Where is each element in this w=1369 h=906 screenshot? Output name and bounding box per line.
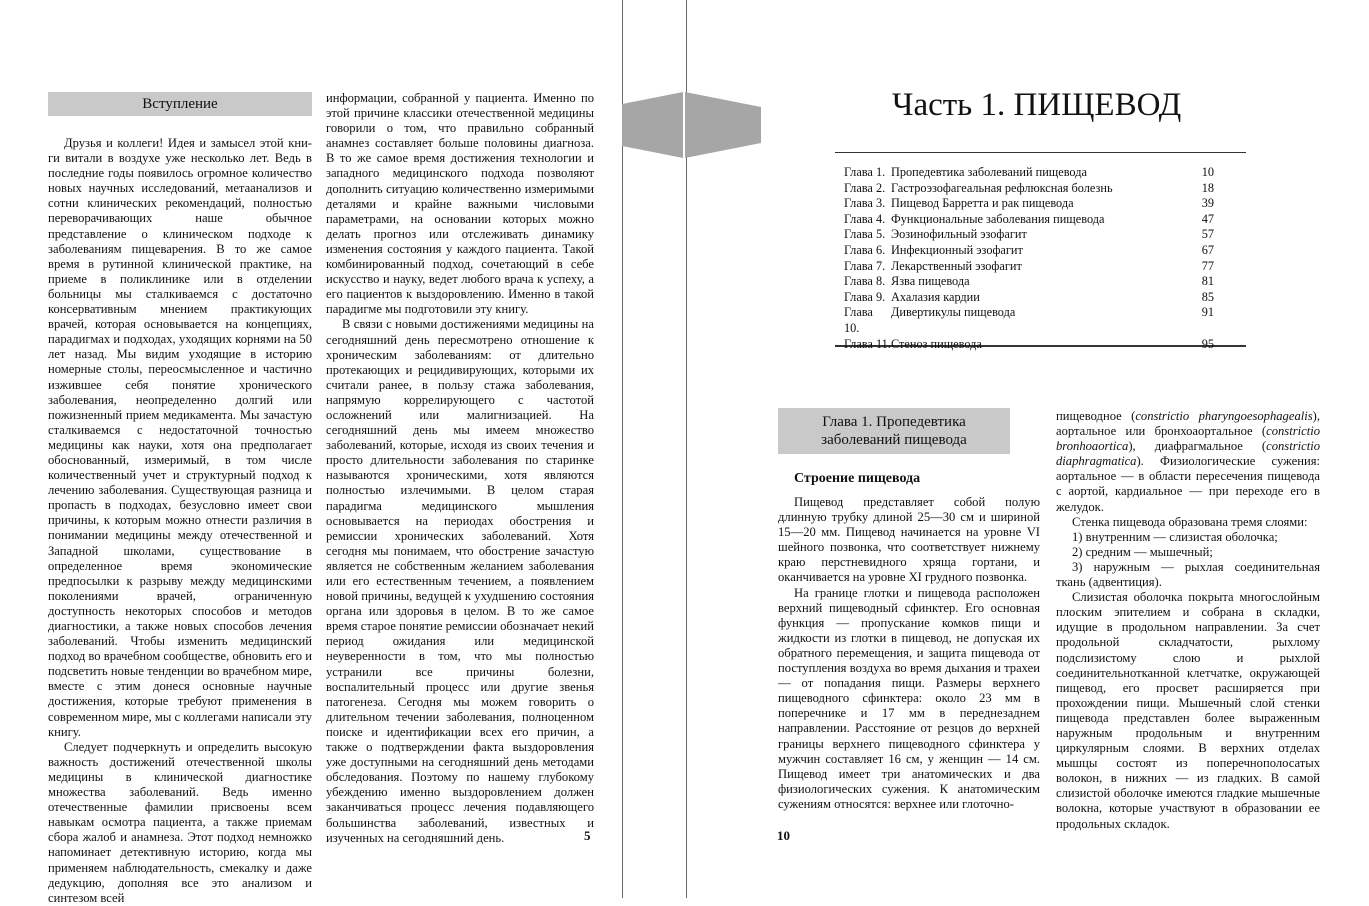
- latin-term: constrictio diaphragmatica: [1056, 439, 1320, 469]
- toc-page-number: 18: [1201, 180, 1214, 195]
- table-of-contents-box: [835, 152, 1246, 351]
- toc-page-number: 81: [1201, 274, 1214, 289]
- toc-page-number: 77: [1201, 258, 1214, 273]
- toc-chapter-number: Глава 3.: [844, 196, 886, 211]
- chapter-heading: [778, 408, 1010, 454]
- toc-page-number: 39: [1201, 196, 1214, 211]
- toc-chapter-number: Глава 10.: [844, 305, 873, 335]
- section-heading-text: Вступление: [142, 96, 218, 112]
- chapter-heading-line-1: Глава 1. Пропедевтика: [822, 414, 966, 430]
- toc-chapter-number: Глава 7.: [844, 258, 886, 273]
- subheading: Строение пищевода: [794, 471, 921, 486]
- toc-chapter-title: Пропедевтика заболеваний пищевода: [891, 165, 1087, 179]
- toc-chapter-title: Эозинофильный эзофагит: [891, 227, 1027, 242]
- toc-chapter-number: Глава 11.: [844, 336, 891, 351]
- toc-row: [844, 196, 1214, 212]
- toc-row: [844, 181, 1214, 197]
- toc-chapter-title: Функциональные заболевания пищевода: [891, 211, 1105, 226]
- paragraph: Стенка пищевода образована тремя слоями:: [1072, 514, 1308, 529]
- list-item: 2) средним — мышечный;: [1072, 544, 1213, 559]
- toc-chapter-title: Лекарственный эзофагит: [891, 258, 1022, 273]
- right-page: [686, 0, 1369, 898]
- toc-chapter-title: Гастроэзофагеальная рефлюксная болезнь: [891, 180, 1113, 195]
- list-item: 1) внутренним — слизистая оболочка;: [1072, 529, 1278, 544]
- toc-row: [844, 212, 1214, 228]
- paragraph: [1056, 409, 1320, 515]
- right-page-column-2: [1056, 409, 1320, 832]
- toc-row: [844, 227, 1214, 243]
- paragraph: На границе глотки и пищевода расположен верхний пищеводный сфинктер. Его основная функция — пропускание комков пищи и жидкости из глотки в пищевод, не допуская их обратного перемещения, и защита пищевода от поступления воздуха во время дыхания и трахеи — от попадания пищи. Размеры верхнего пищеводного сфинктера: около 23 мм в поперечнике и 17 мм в переднезаднем направлении. Расстояние от резцов до верхней границы верхнего пищеводного сфинктера у мужчин составляет 16 см, у женщин — 14 см. Пищевод имеет три анатомических и два физиологических сужения. К анатомическим сужениям относятся: верхнее или глоточно-: [778, 585, 1040, 811]
- toc-page-number: 95: [1201, 336, 1214, 351]
- paragraph: Друзья и коллеги! Идея и замысел этой кни-ги витали в воздухе уже несколько лет. Ведь в последние годы появилось огромное количество новых научных исследований, метаанализов и сотни клинических рекомендаций, полностью переворачивающих наше обычное представление о клиническом подходе к заболеваниям пищеварения. В то же самое время в рутинной клинической практике, на приеме в поликлинике или в отделении больницы мы сталкиваемся с достаточно консервативным мнением практикующих врачей, которая основывается на концепциях, парадигмах и подходах, уходящих корнями на 50 лет назад. Мы видим уходящие в историю номерные столы, переосмысленное и частично изжившее себя понятие хронического заболевания, неопределенно долгий или пожизненный прием медикамента. Мы зачастую сталкиваемся с недостаточной точностью медицины как науки, хотя она предполагает обоснованный, измеримый, в том числе количественный учет и структурный подход к лечению заболевания. Существующая разница и пропасть в подходах, безусловно имеет свои причины, к которым можно отнести различия в понимании медицины между отечественной и Западной школами, существование в определенное время экономические предпосылки к разрыву между медицинскими поколениями врачей, ограниченную доступность некоторых способов и методов диагностики, а также новых способов лечения заболеваний. Чтобы изменить медицинский подход во врачебном сообществе, обновить его и подсветить новые тенденции во врачебном мире, вместе с этим донеся основные научные достижения, которые требуют применения в современном мире, мы с коллегами написали эту книгу.: [48, 136, 312, 739]
- latin-term: constrictio pharyngoesophagealis: [1135, 409, 1313, 423]
- right-page-column-1: [778, 495, 1040, 812]
- left-page-column-1: [48, 136, 312, 906]
- toc-page-number: 67: [1201, 242, 1214, 257]
- left-page-column-2: [326, 91, 594, 846]
- chapter-heading-line-2: заболеваний пищевода: [821, 432, 967, 448]
- toc-chapter-title: Инфекционный эзофагит: [891, 242, 1023, 257]
- toc-chapter-number: Глава 9.: [844, 289, 886, 304]
- toc-row: [844, 165, 1214, 181]
- text-run: ), аортальное или бронхоаортальное (: [1056, 409, 1320, 439]
- text-run: пищеводное (: [1056, 409, 1136, 423]
- text-run: ). Физиологические сужения: аортальное — в области пересечения пищевода с аортой, кардиальное — при переходе его в желудок.: [1056, 454, 1320, 514]
- toc-page-number: 91: [1201, 305, 1214, 320]
- toc-chapter-number: Глава 1.: [844, 165, 886, 179]
- list-item: 3) наружным — рыхлая соединительная ткань (адвентиция).: [1056, 559, 1320, 590]
- toc-row: [844, 337, 1214, 353]
- toc-chapter-number: Глава 4.: [844, 211, 886, 226]
- paragraph: В связи с новыми достижениями медицины на сегодняшний день пересмотрено отношение к хроническим заболеваниям: от длительно протекающих и рецидивирующих, которыми их считали ранее, в пользу стажа заболевания, напрямую коррелирующего с частотой осложнений или малигнизацией. На сегодняшний день мы имеем множество заболеваний, которые, исходя из своих течения и просто длительности заболевания по старинке называются хроническими, хотя являются полностью излечимыми. В целом старая парадигма медицинского мышления основывается на периодах обострения и ремиссии хронических заболеваний. Хотя сегодня мы понимаем, что обострение зачастую является не собственным желанием заболевания или его естественным течением, а появлением новой причины, ведущей к ухудшению состояния органа или здоровья в целом. В то же самое время старое понятие ремиссии обозначает некий период ожидания или медицинской неуверенности в том, что мы полностью устранили все причины болезни, воспалительный процесс или другие звенья патогенеза. Сегодня мы можем говорить о длительном течении заболевания, полноценном поиске и идентификации всех его причин, а также о подтверждении факта выздоровления уже доступными на сегодняшний день методами обследования. Поэтому по нашему глубокому убеждению именно выздоровлением должен заканчиваться процесс лечения подавляющего большинства заболеваний, известных и изученных на сегодняшний день.: [326, 317, 594, 845]
- toc-row: [844, 305, 1214, 336]
- page-number: 10: [777, 828, 790, 843]
- toc-chapter-title: Стеноз пищевода: [891, 336, 982, 351]
- table-of-contents: [844, 165, 1214, 352]
- paragraph: Слизистая оболочка покрыта многослойным плоским эпителием и собрана в складки, идущие в продольном направлении. За счет продольной складчатости, рыхлому подслизистому слою и рыхлой соединительнотканной клетчатке, окружающей пищевод, его просвет расширяется при прохождении пищи. Мышечный слой стенки пищевода представлен более выраженным наружным продольным и внутренним циркулярным слоями. В верхних отделах мышцы состоят из поперечнополосатых волокон, в нижних — из гладких. В самой слизистой оболочке имеются гладкие мышечные волокна, которые участвуют в образовании ее продольных складок.: [1056, 590, 1320, 831]
- toc-chapter-title: Пищевод Барретта и рак пищевода: [891, 196, 1074, 211]
- toc-chapter-title: Ахалазия кардии: [891, 289, 980, 304]
- paragraph: Следует подчеркнуть и определить высокую важность достижений отечественной школы медицины в клинической диагностике множества заболеваний. Ведь именно отечественные фамилии присвоены всем навыкам осмотра пациента, а также приемам сбора жалоб и анамнеза. Этот подход немножко напоминает детективную историю, когда мы применяем наблюдательность, смекалку и даже дедукцию, дополняя все это анализом и синтезом всей: [48, 739, 312, 905]
- toc-chapter-title: Дивертикулы пищевода: [891, 305, 1016, 320]
- section-heading-introduction: [48, 92, 312, 116]
- toc-row: [844, 243, 1214, 259]
- toc-chapter-number: Глава 6.: [844, 242, 886, 257]
- toc-chapter-title: Язва пищевода: [891, 274, 970, 289]
- toc-row: [844, 259, 1214, 275]
- toc-page-number: 57: [1201, 227, 1214, 242]
- paragraph: Пищевод представляет собой полую длинную трубку длиной 25—30 см и шириной 15—20 мм. Пищевод начинается на уровне VI шейного позвонка, что соответствует нижнему краю перстневидного хряща гортани, и оканчивается на уровне XI грудного позвонка.: [778, 495, 1040, 585]
- wall-layers-list: [1056, 530, 1320, 590]
- toc-page-number: 10: [1201, 165, 1214, 179]
- toc-page-number: 85: [1201, 289, 1214, 304]
- toc-chapter-number: Глава 2.: [844, 180, 886, 195]
- page-number: 5: [584, 828, 591, 843]
- toc-row: [844, 274, 1214, 290]
- toc-page-number: 47: [1201, 211, 1214, 226]
- toc-row: [844, 290, 1214, 306]
- toc-chapter-number: Глава 5.: [844, 227, 886, 242]
- left-page: [0, 0, 622, 905]
- text-run: ), диафрагмальное (: [1128, 439, 1267, 454]
- part-title: Часть 1. ПИЩЕВОД: [892, 87, 1182, 123]
- toc-chapter-number: Глава 8.: [844, 274, 886, 289]
- paragraph: информации, собранной у пациента. Именно по этой причине классики отечественной медицины говорили о том, что правильно собранный анамнез составляет больше половины диагноза. В то же самое время достижения технологии и западного медицинского подхода позволяют дополнить ситуацию количественно измеримыми деталями и крайне важными числовыми параметрами, на основании которых можно делать прогноз или отслеживать динамику изменения состояния у каждого пациента. Такой комбинированный подход, сочетающий в себе искусство и науку, ведет любого врача к успеху, а его пациентов к выздоровлению. Именно в такой парадигме мы подготовили эту книгу.: [326, 91, 594, 317]
- latin-term: constrictio bronhoaortica: [1056, 424, 1320, 454]
